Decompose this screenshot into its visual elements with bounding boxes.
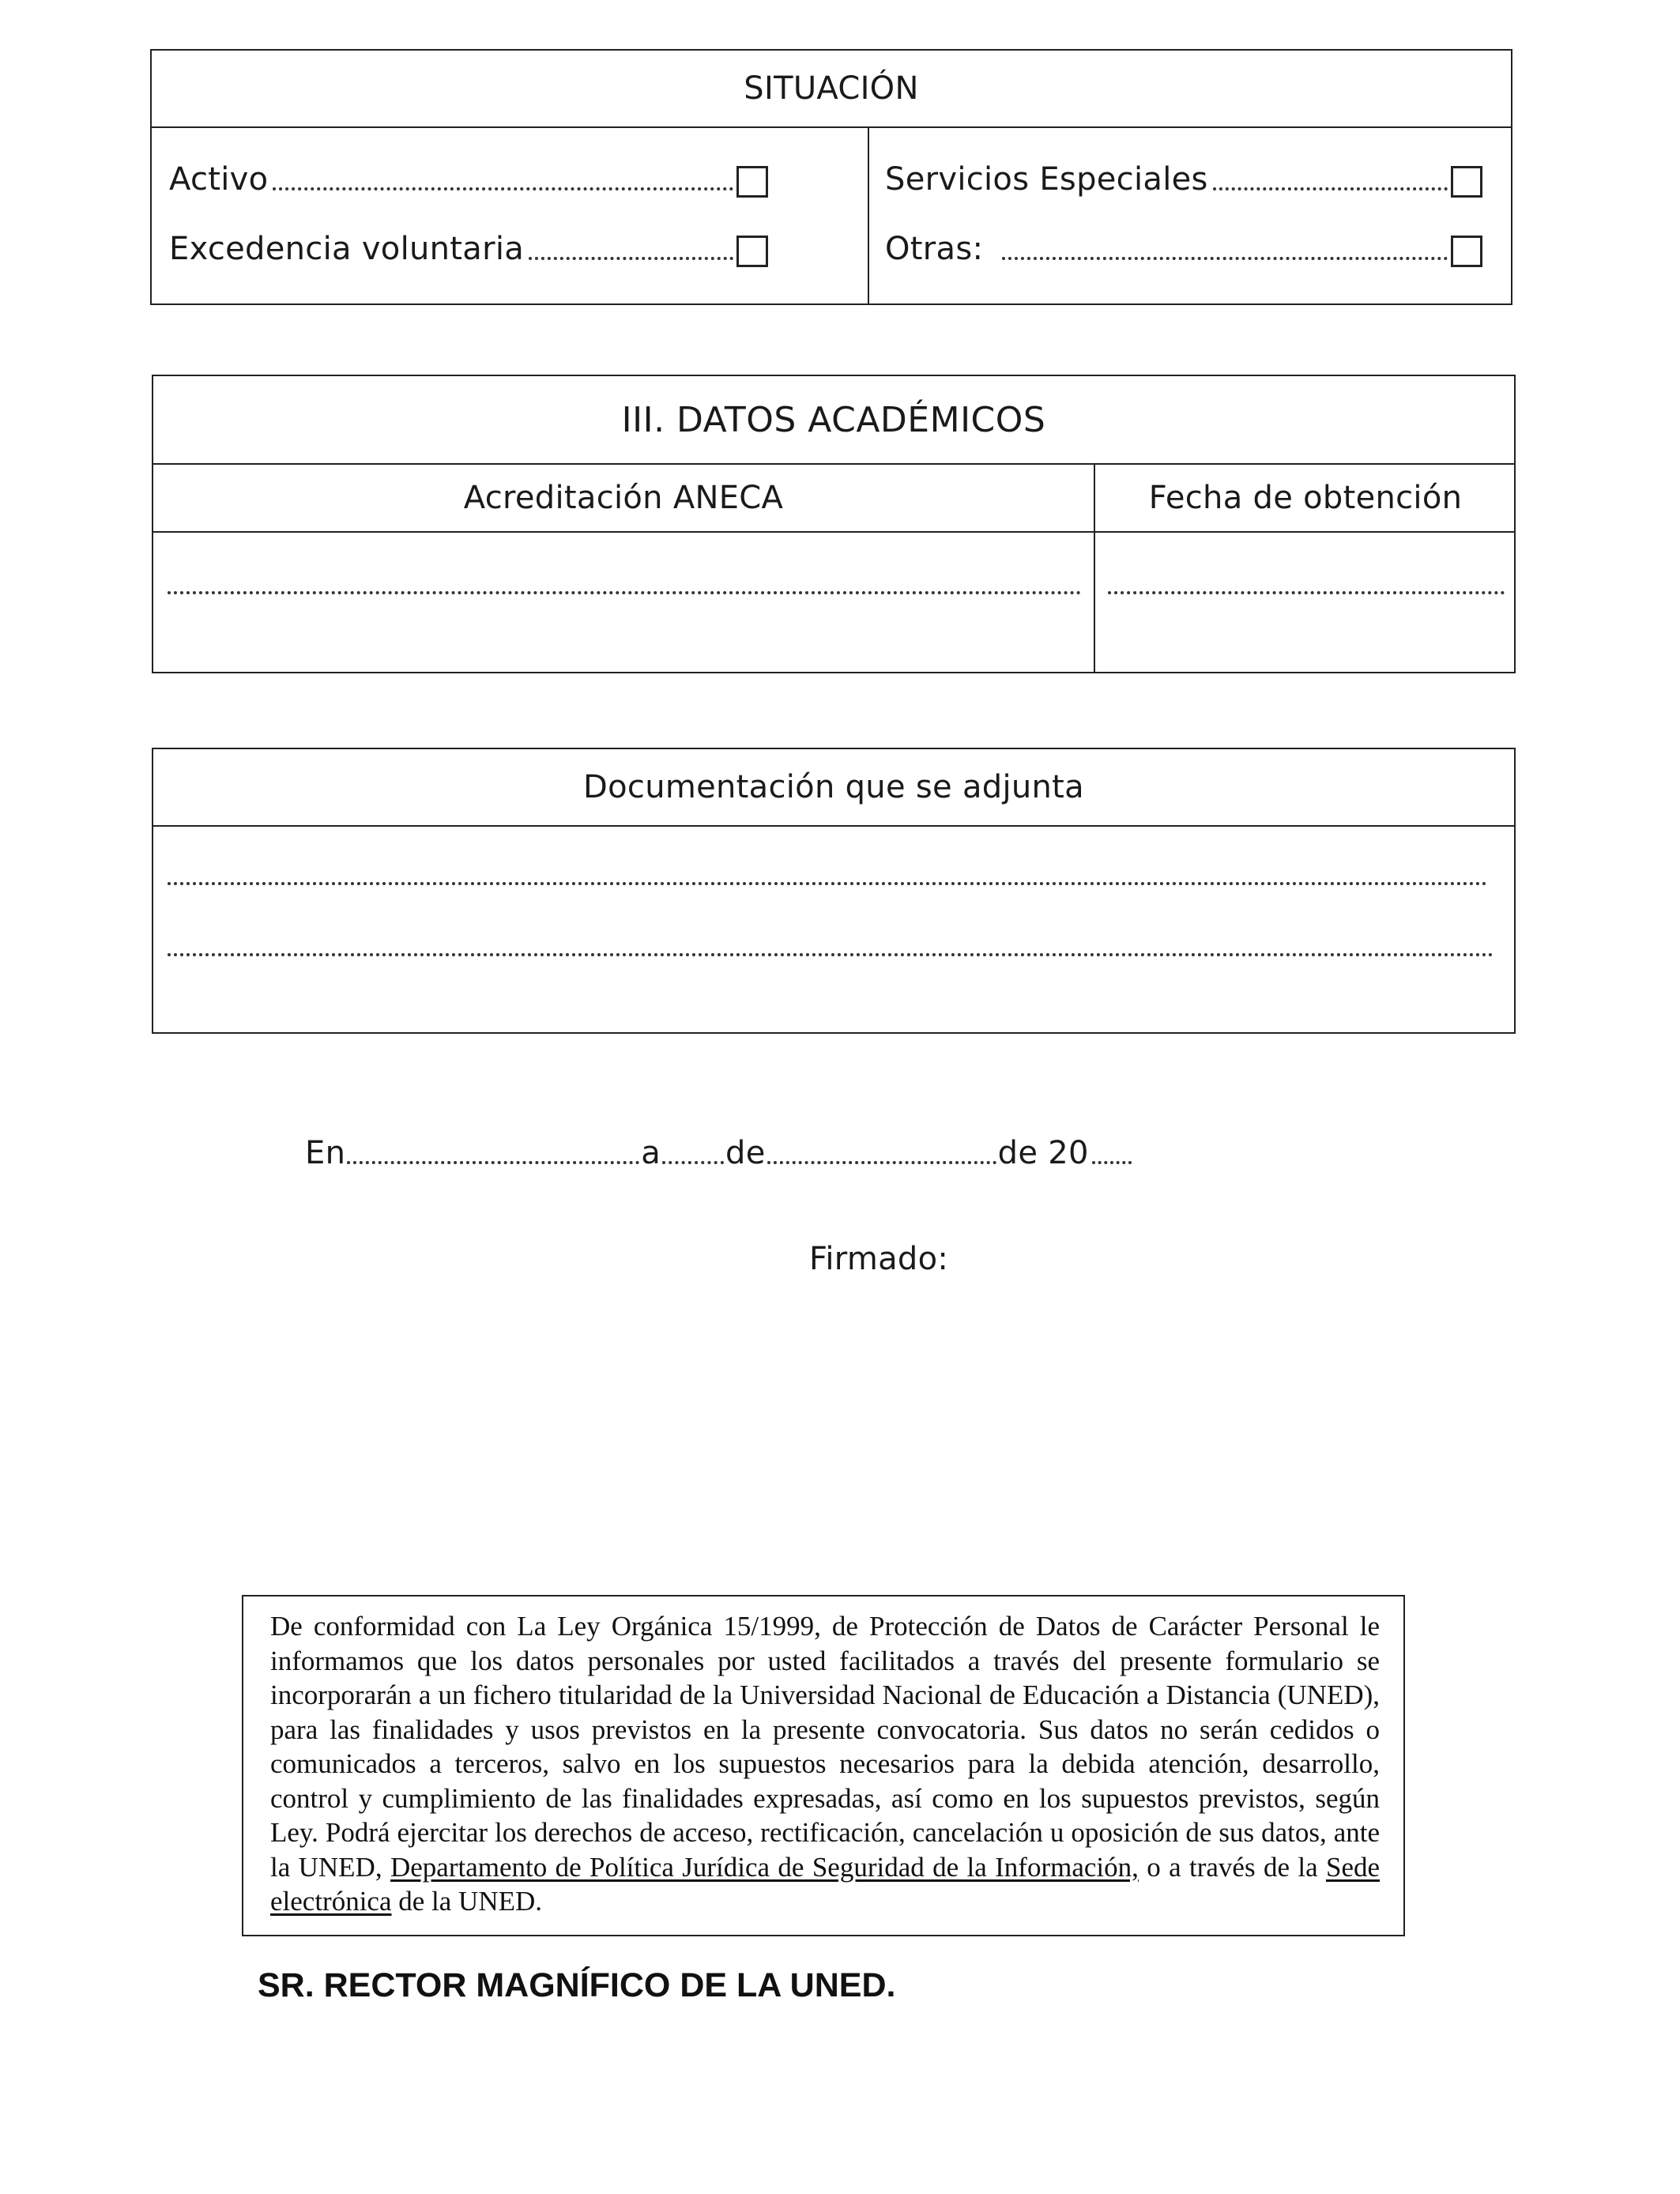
label-a: a xyxy=(641,1135,661,1171)
datos-academicos-section xyxy=(152,375,1516,673)
divider xyxy=(152,126,1511,128)
section-title: III. DATOS ACADÉMICOS xyxy=(621,399,1046,440)
situacion-option-excedencia xyxy=(169,231,768,267)
place-date-line xyxy=(305,1135,1133,1171)
fecha-field[interactable] xyxy=(1108,591,1505,594)
option-label: Otras: xyxy=(885,231,984,267)
excedencia-checkbox[interactable] xyxy=(736,236,768,267)
acreditacion-field[interactable] xyxy=(168,591,1081,594)
privacy-text: De conformidad con La Ley Orgánica 15/1999, de Protección de Datos de Carácter Personal le informamos que los datos personales por usted facilitados a través del presente formulario se incorporarán a un fichero titularidad de la Universidad Nacional de Educación a Distancia (UNED), para las finalidades y usos previstos en la presente convocatoria. Sus datos no serán cedidos o comunicados a terceros, salvo en los supuestos necesarios para la debida atención, desarrollo, control y cumplimiento de las finalidades expresadas, así como en los supuestos previstos, según Ley. Podrá ejercitar los derechos de acceso, rectificación, cancelación u oposición de sus datos, ante la UNED, xyxy=(270,1611,1380,1883)
activo-checkbox[interactable] xyxy=(736,166,768,198)
situacion-option-activo xyxy=(169,161,768,198)
section-title: Documentación que se adjunta xyxy=(583,769,1084,805)
place-field[interactable] xyxy=(347,1161,639,1164)
situacion-option-servicios xyxy=(885,161,1482,198)
otras-checkbox[interactable] xyxy=(1451,236,1482,267)
divider xyxy=(153,825,1514,827)
situacion-title: SITUACIÓN xyxy=(744,70,919,107)
firmado-label: Firmado: xyxy=(809,1241,949,1277)
documentacion-section xyxy=(152,748,1516,1034)
divider xyxy=(153,531,1514,533)
column-header-acreditacion: Acreditación ANECA xyxy=(463,480,784,516)
privacy-notice xyxy=(242,1595,1405,1936)
label-de-20: de 20 xyxy=(997,1135,1089,1171)
documentacion-line-1[interactable] xyxy=(168,882,1487,885)
servicios-checkbox[interactable] xyxy=(1451,166,1482,198)
label-de: de xyxy=(725,1135,766,1171)
option-label: Servicios Especiales xyxy=(885,161,1208,198)
column-header-fecha: Fecha de obtención xyxy=(1148,480,1463,516)
label-en: En xyxy=(305,1135,346,1171)
month-field[interactable] xyxy=(767,1161,996,1164)
year-field[interactable] xyxy=(1092,1161,1132,1164)
day-field[interactable] xyxy=(662,1161,724,1164)
privacy-link-sede[interactable]: Sede electrónica xyxy=(270,1851,1381,1917)
situacion-section xyxy=(150,49,1512,305)
privacy-text-mid: o a través de la xyxy=(1147,1851,1318,1883)
option-label: Excedencia voluntaria xyxy=(169,231,525,267)
addressee: SR. RECTOR MAGNÍFICO DE LA UNED. xyxy=(258,1966,896,2004)
divider xyxy=(868,126,869,305)
documentacion-line-2[interactable] xyxy=(168,953,1494,956)
privacy-link-departamento[interactable]: Departamento de Política Jurídica de Seguridad de la Información, xyxy=(390,1851,1139,1883)
privacy-text-end: de la UNED. xyxy=(398,1886,543,1917)
option-label: Activo xyxy=(169,161,269,198)
situacion-option-otras xyxy=(885,231,1482,267)
